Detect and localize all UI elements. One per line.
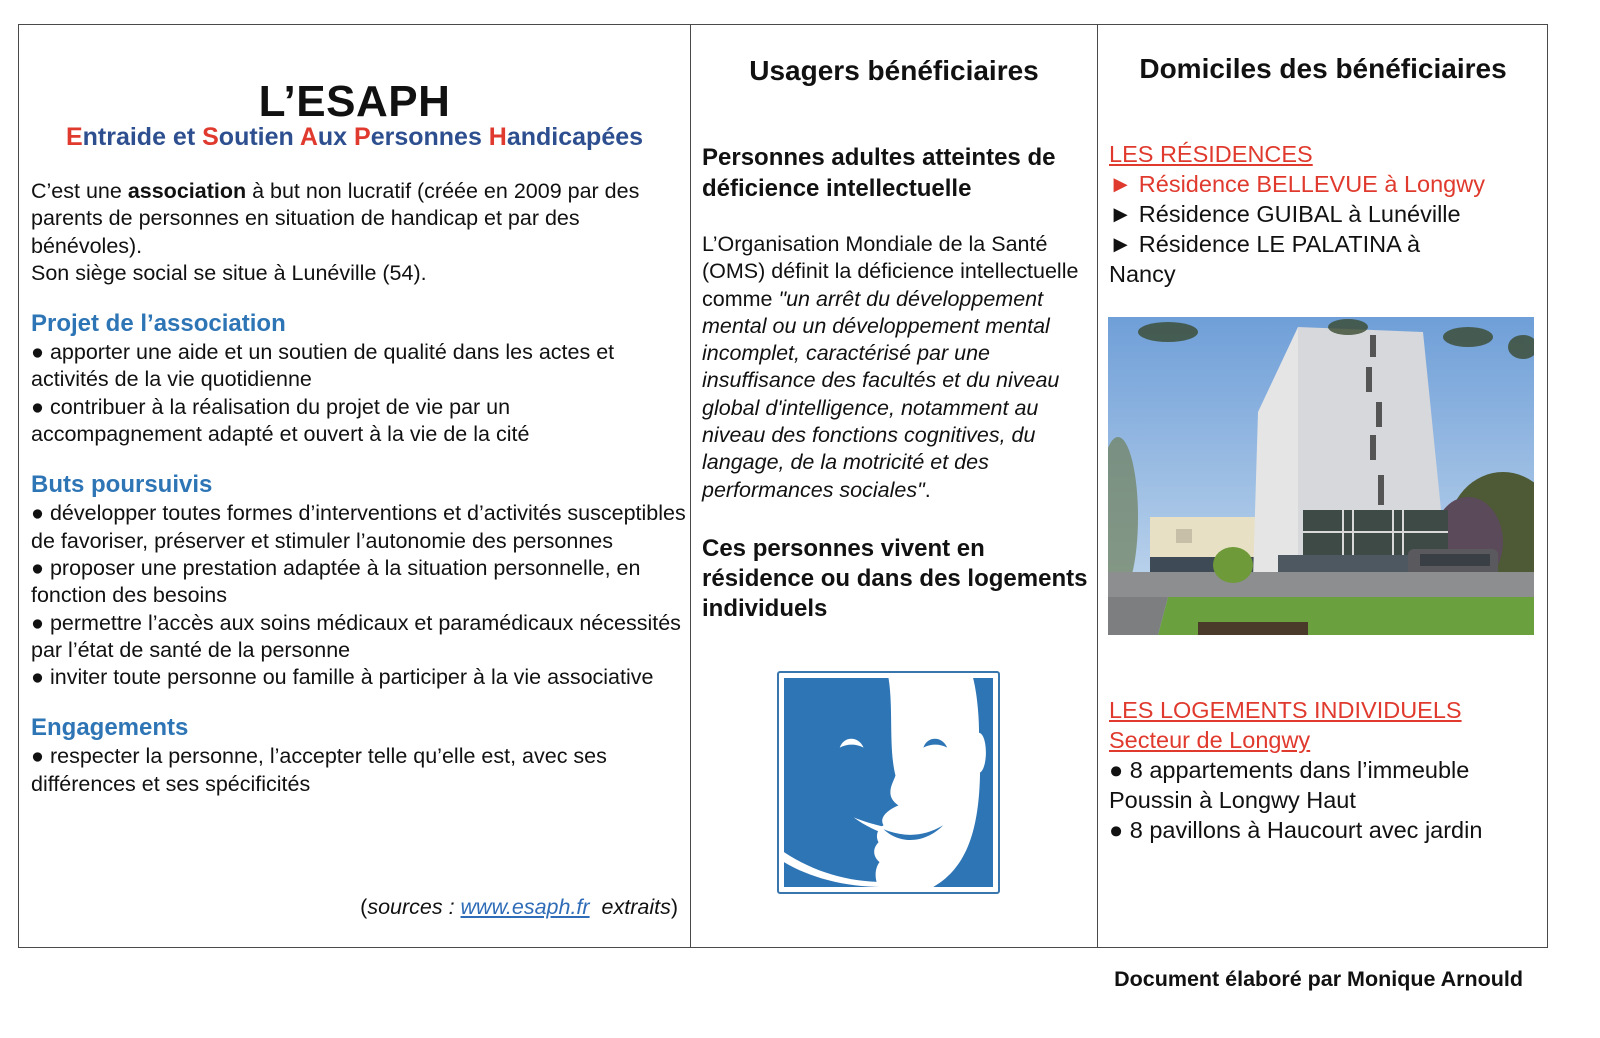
subtitle-part: Soutien: [202, 123, 300, 151]
building-image: [1108, 317, 1534, 635]
intro-bold: association: [127, 179, 247, 203]
usagers-body: [702, 142, 1094, 624]
residence-photo: [1108, 317, 1534, 635]
section-title-usagers: Usagers bénéficiaires: [749, 55, 1039, 86]
list-item: ● contribuer à la réalisation du projet de vie par un accompagnement adapté et ouvert à la vie de la cité: [31, 394, 530, 447]
triangle-right-icon: ►: [1109, 231, 1139, 257]
association-description: [31, 178, 686, 798]
subtitle-part: Aux: [299, 123, 354, 151]
oms-definition: L’Organisation Mondiale de la Santé (OMS) définit la déficience intellectuelle comme "un arrêt du développement mental ou un développement mental incomplet, caractérisé par une insuffisance des facultés et du niveau global d'intelligence, notamment au niveau des fonctions cognitives, du langage, de la motricité et des performances sociales".: [702, 232, 1079, 502]
subtitle-part: Personnes: [354, 123, 489, 151]
subtitle-part: Entraide et: [65, 123, 203, 151]
subtitle: [19, 123, 690, 152]
list-item: ► Résidence GUIBAL à Lunéville: [1109, 201, 1461, 227]
sources-link[interactable]: www.esaph.fr: [460, 895, 590, 919]
list-item: ● respecter la personne, l’accepter telle qu’elle est, avec ses différences et ses spécificités: [31, 744, 607, 796]
list-item: ● développer toutes formes d’interventions et d’activités susceptibles de favoriser, préserver et stimuler l’autonomie des personnes: [31, 501, 686, 553]
column-usagers: [691, 25, 1097, 947]
triangle-right-icon: ►: [1109, 201, 1139, 227]
usagers-subheading: Personnes adultes atteintes de déficience intellectuelle: [702, 144, 1056, 202]
housing-subheading: Secteur de Longwy: [1109, 727, 1311, 753]
page-title: L’ESAPH: [258, 77, 451, 126]
residences-list: [1109, 139, 1549, 289]
face-pictogram-icon: [784, 678, 993, 887]
column-domiciles: [1098, 25, 1548, 947]
list-item: ● permettre l’accès aux soins médicaux et paramédicaux nécessités par l’état de santé de la personne: [31, 610, 681, 662]
section-heading-engagements: Engagements: [31, 714, 189, 742]
disability-intellectual-logo-icon: [777, 671, 1000, 894]
list-item: ● inviter toute personne ou famille à participer à la vie associative: [31, 665, 654, 690]
triangle-right-icon: ►: [1109, 171, 1139, 197]
living-statement: Ces personnes vivent en résidence ou dans des logements individuels: [702, 534, 1088, 622]
section-title-domiciles: Domiciles des bénéficiaires: [1139, 53, 1507, 84]
housing-list: [1109, 695, 1549, 845]
housing-heading: LES LOGEMENTS INDIVIDUELS: [1109, 697, 1462, 723]
list-item: ● proposer une prestation adaptée à la situation personnelle, en fonction des besoins: [31, 555, 641, 608]
subtitle-part: Handicapées: [488, 123, 644, 151]
intro-paragraph: C’est une association à but non lucratif (créée en 2009 par des parents de personnes en situation de handicap et par des bénévoles).: [31, 179, 640, 258]
document-table: [18, 24, 1548, 948]
section-heading-projet: Projet de l’association: [31, 310, 286, 338]
column-esaph: [19, 25, 690, 947]
list-item: ● 8 pavillons à Haucourt avec jardin: [1109, 817, 1483, 843]
list-item: ● apporter une aide et un soutien de qualité dans les actes et activités de la vie quotidienne: [31, 340, 615, 392]
list-item: ► Résidence BELLEVUE à Longwy: [1109, 171, 1485, 197]
author-credit: Document élaboré par Monique Arnould: [1114, 967, 1523, 991]
intro-location: Son siège social se situe à Lunéville (54).: [31, 260, 427, 285]
section-heading-buts: Buts poursuivis: [31, 471, 213, 499]
list-item: ● 8 appartements dans l’immeuble Poussin à Longwy Haut: [1109, 757, 1470, 813]
sources-note: (sources : www.esaph.fr extraits): [360, 895, 678, 919]
residences-heading: LES RÉSIDENCES: [1109, 141, 1313, 167]
list-item: ► Résidence LE PALATINA à Nancy: [1109, 231, 1421, 287]
oms-quote: "un arrêt du développement mental ou un développement mental incomplet, caractérisé par une insuffisance des facultés et du niveau global d'intelligence, notamment au niveau des fonctions cognitives, du langage, de la motricité et des performances sociales": [702, 286, 1060, 502]
